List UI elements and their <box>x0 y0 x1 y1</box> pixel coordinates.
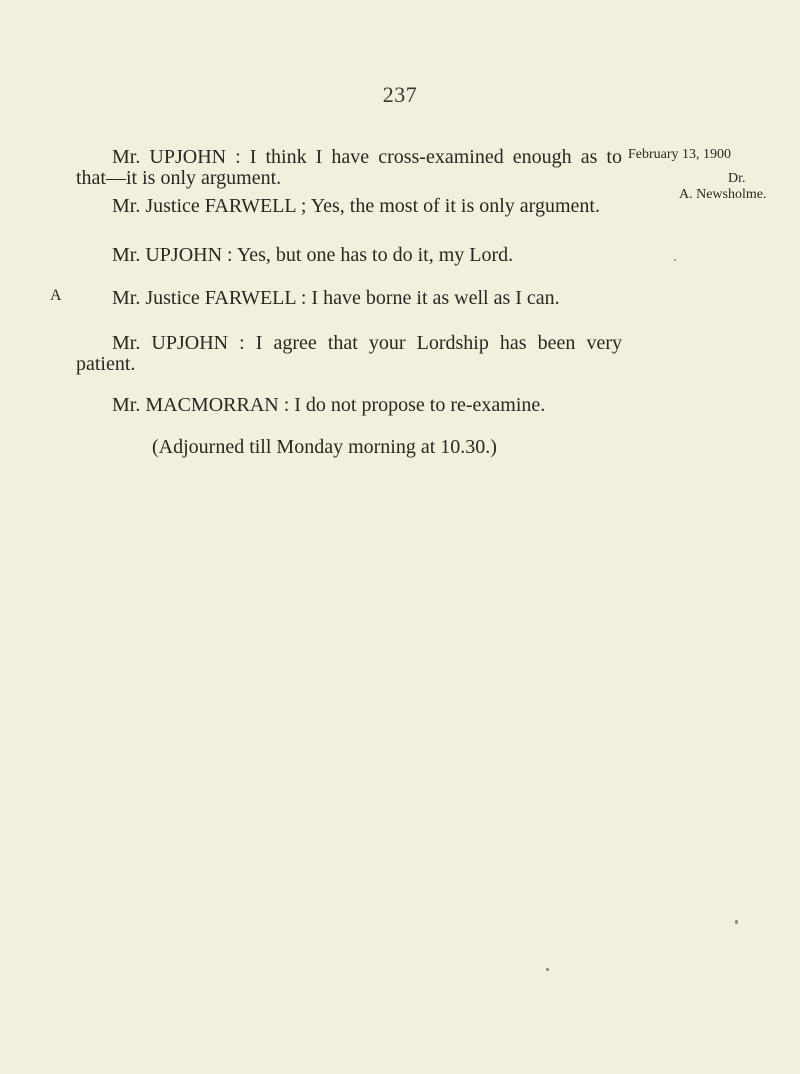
paragraph-upjohn-my-lord: Mr. UPJOHN : Yes, but one has to do it, my Lord. <box>112 244 514 266</box>
margin-witness-title: Dr. <box>728 171 746 186</box>
paragraph-line: patient. <box>76 353 136 375</box>
paragraph-farwell-argument: Mr. Justice FARWELL ; Yes, the most of it is only argument. <box>112 195 600 217</box>
margin-date: February 13, 1900 <box>628 147 732 162</box>
paragraph-upjohn-patient <box>76 333 622 375</box>
paragraph-farwell-borne: Mr. Justice FARWELL : I have borne it as well as I can. <box>112 287 560 309</box>
paper-speck <box>546 968 549 971</box>
paper-speck <box>674 259 676 261</box>
paragraph-upjohn-cross-examined <box>76 147 622 189</box>
margin-witness-name: A. Newsholme. <box>679 187 767 202</box>
paragraph-line: Mr. UPJOHN : I agree that your Lordship has been very <box>112 332 622 354</box>
margin-section-letter: A <box>50 287 62 304</box>
page-number: 237 <box>382 82 418 107</box>
paragraph-macmorran: Mr. MACMORRAN : I do not propose to re-examine. <box>112 394 546 416</box>
paragraph-line: that—it is only argument. <box>76 167 282 189</box>
adjournment-note: (Adjourned till Monday morning at 10.30.) <box>152 436 497 458</box>
paper-speck <box>735 920 738 924</box>
paragraph-line: Mr. UPJOHN : I think I have cross-examined enough as to <box>112 146 622 168</box>
